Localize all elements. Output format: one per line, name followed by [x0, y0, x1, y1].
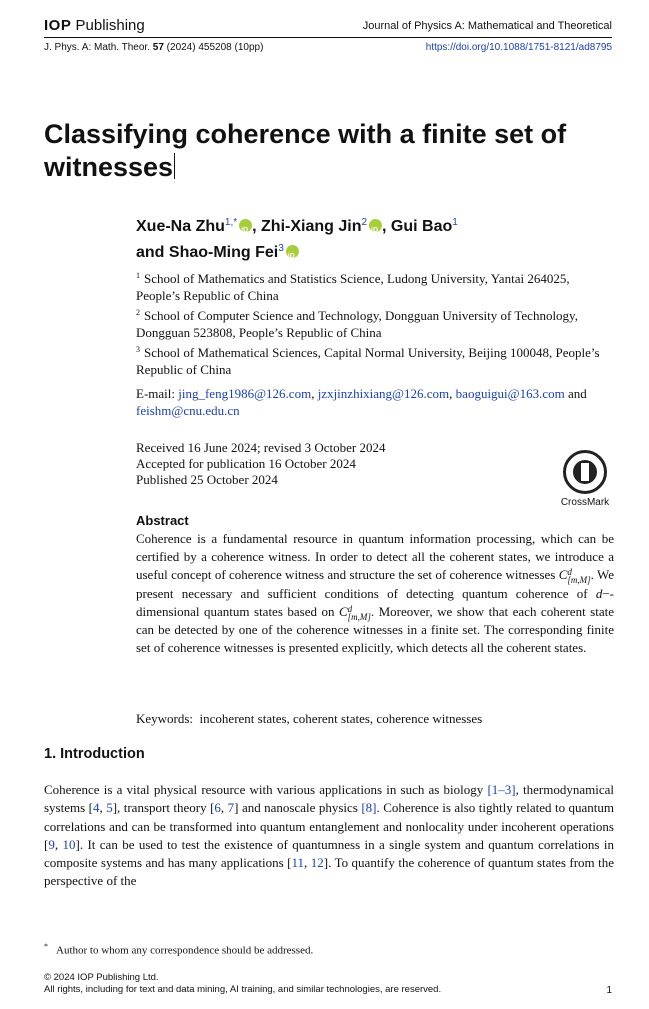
citation-link[interactable]: 5 [106, 800, 113, 816]
author-name: Zhi-Xiang Jin [261, 218, 362, 235]
text-cursor [174, 153, 175, 179]
citation-link[interactable]: 4 [92, 800, 100, 816]
crossmark-icon [563, 450, 607, 494]
affiliation-item: $^3$ School of Mathematical Sciences, Capital Normal University, Beijing 100048, People’s Republic of China [136, 345, 600, 377]
author-affil-ref[interactable]: 1 [452, 217, 458, 228]
crossmark-badge[interactable] [556, 450, 614, 508]
author-name: Shao-Ming Fei [168, 244, 279, 261]
keywords: Keywords: incoherent states, coherent states, coherence witnesses [136, 711, 483, 726]
abstract-text: Coherence is a fundamental resource in quantum information processing, which can be certified by a coherence witness. In order to detect all the coherent states, we introduce a useful concept of coherence witness and structure the set of coherence witnesses Cd [m,M]. We present necessary and sufficient conditions of detecting quantum coherence of d−-dimensional quantum states based on Cd [m,M]. Moreover, we show that each coherent state can be detected by one of the coherence witnesses in a finite set. The corresponding finite set of coherence witnesses is presented explicitly, which detects all the coherent states. [136, 531, 614, 656]
email-link[interactable]: baoguigui@163.com [455, 386, 565, 401]
author-name: Xue-Na Zhu [136, 218, 225, 235]
published-date: Published 25 October 2024 [136, 472, 278, 487]
copyright-notice: © 2024 IOP Publishing Ltd. All rights, including for text and data mining, AI training, and similar technologies, are reserved. [44, 972, 442, 995]
email-link[interactable]: jzxjinzhixiang@126.com [317, 386, 450, 401]
citation-link[interactable]: 6 [214, 800, 221, 816]
author-affil-ref[interactable]: 3 [278, 243, 284, 254]
citation-link[interactable]: 9 [48, 836, 55, 852]
orcid-icon[interactable] [286, 245, 299, 258]
author-name: Gui Bao [390, 218, 453, 235]
citation-link[interactable]: 7 [227, 800, 235, 816]
abstract-heading: Abstract [136, 513, 189, 528]
doi-link[interactable]: https://doi.org/10.1088/1751-8121/ad8795 [425, 42, 612, 53]
citation-line: J. Phys. A: Math. Theor. 57 (2024) 455208 (10pp) [44, 42, 264, 53]
citation-link[interactable]: 12 [310, 855, 324, 871]
author-affil-ref[interactable]: 1,* [224, 217, 238, 228]
accepted-date: Accepted for publication 16 October 2024 [136, 456, 356, 471]
footnote: * Author to whom any correspondence should be addressed. [44, 942, 314, 957]
section-heading: 1. Introduction [44, 746, 145, 762]
author-list: Xue-Na Zhu$^{1,*}$iD , Zhi-Xiang Jin$^2$iD , Gui Bao$^1$ and Shao-Ming Fei$^3$iD [136, 212, 616, 264]
orcid-icon[interactable] [239, 219, 252, 232]
paper-title: Classifying coherence with a finite set of witnesses [44, 119, 567, 182]
crossmark-label: CrossMark [560, 497, 610, 508]
orcid-icon[interactable] [369, 219, 382, 232]
citation-link[interactable]: 10 [62, 836, 76, 852]
affiliations [136, 267, 616, 378]
publication-dates [136, 440, 456, 488]
intro-paragraph: Coherence is a vital physical resource with various applications in such as biology [1–3], thermodynamical systems [4, 5], transport theory [6, 7] and nanoscale physics [8]. Coherence is also tightly related to quantum correlations and can be transformed into quantum entanglement and nonlocality under incoherent operations [9, 10]. It can be used to test the existence of quantumness in a single system and quantum correlations in composite systems and has many applications [11, 12]. To quantify the coherence of quantum states from the perspective of the [44, 782, 615, 889]
email-link[interactable]: jing_feng1986@126.com [178, 386, 312, 401]
affiliation-item: $^2$ School of Computer Science and Technology, Dongguan University of Technology, Dongguan 523808, People’s Republic of China [136, 308, 578, 340]
author-affil-ref[interactable]: 2 [361, 217, 368, 228]
received-date: Received 16 June 2024; revised 3 October 2024 [136, 440, 386, 455]
email-link[interactable]: feishm@cnu.edu.cn [136, 403, 240, 418]
citation-link[interactable]: [8] [361, 800, 377, 816]
citation-link[interactable]: 11 [291, 855, 305, 871]
publisher-logo: IOP Publishing [44, 17, 145, 34]
citation-link[interactable]: [1–3] [487, 782, 516, 797]
page-number: 1 [606, 985, 612, 996]
header-rule [44, 37, 612, 38]
journal-name: Journal of Physics A: Mathematical and Theoretical [362, 20, 612, 32]
email-block: E-mail: jing_feng1986@126.com, jzxjinzhixiang@126.com, baoguigui@163.com and feishm@cnu.edu.cn [136, 386, 587, 418]
affiliation-item: $^1$ School of Mathematics and Statistics Science, Ludong University, Yantai 264025, People’s Republic of China [136, 271, 570, 303]
